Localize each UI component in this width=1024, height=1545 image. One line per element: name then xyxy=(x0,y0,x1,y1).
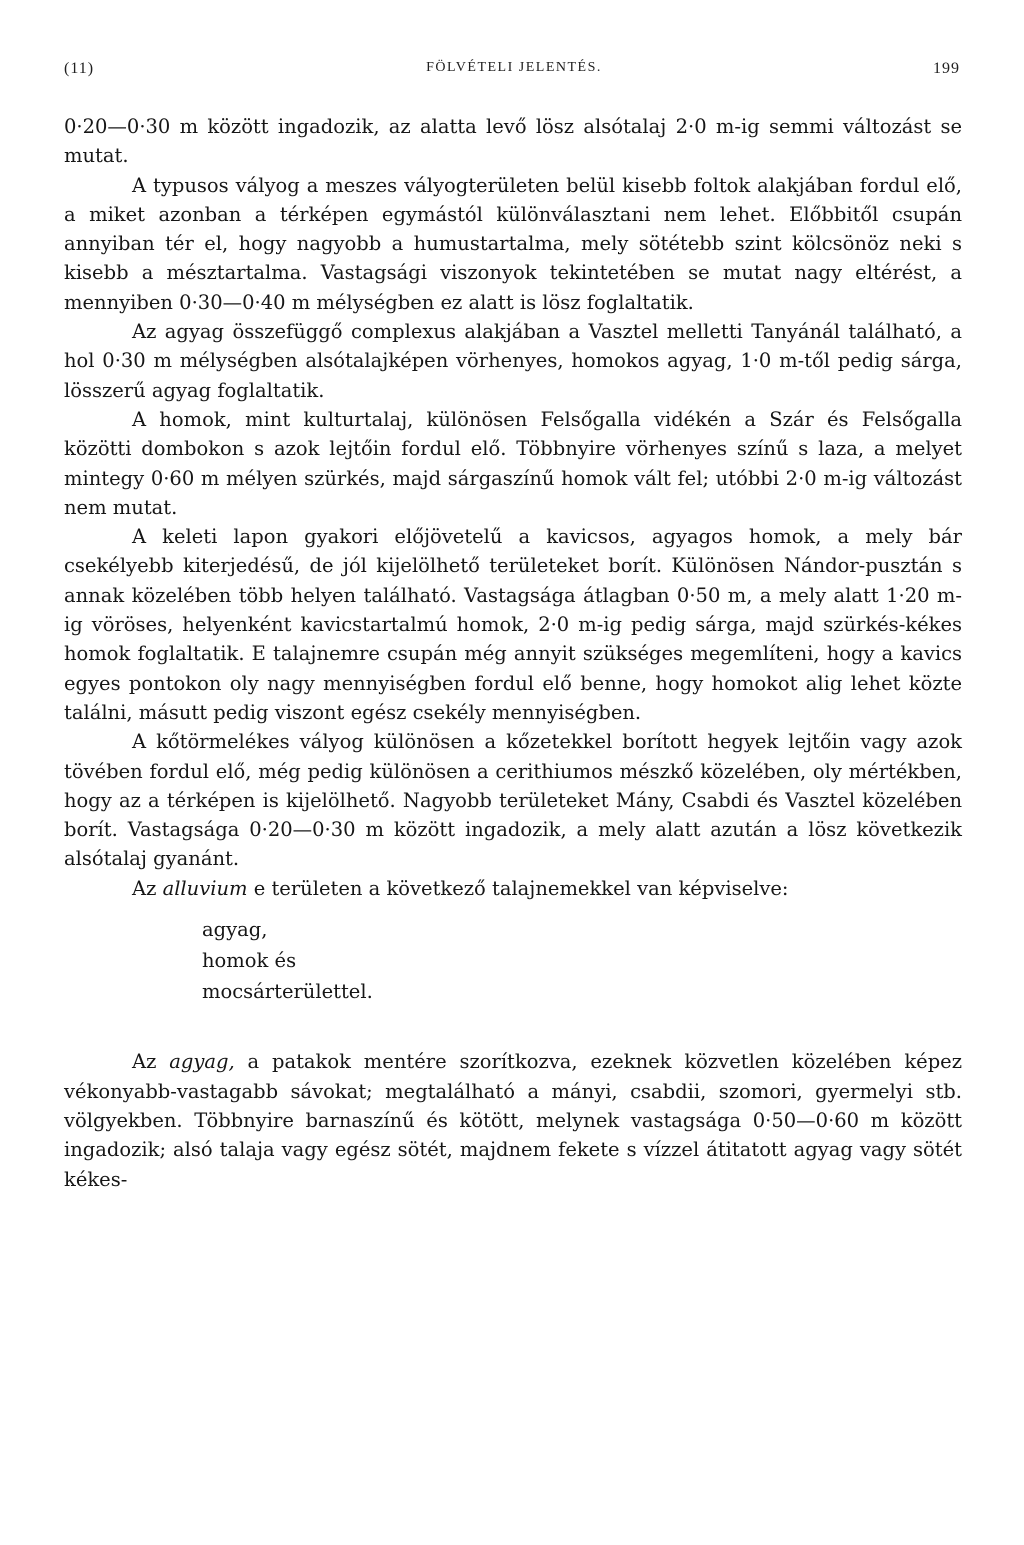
paragraph-continuation: 0·20—0·30 m között ingadozik, az alatta levő lösz alsótalaj 2·0 m-ig semmi változást se mutat. xyxy=(64,115,962,168)
page-number: 199 xyxy=(933,60,960,77)
body-text xyxy=(64,112,962,1194)
list-item: mocsárterülettel. xyxy=(202,979,373,1003)
running-title: FÖLVÉTELI JELENTÉS. xyxy=(426,60,602,75)
paragraph-kavicsos-homok: A keleti lapon gyakori előjövetelű a kavicsos, agyagos homok, a mely bár csekélyebb kiterjedésű, de jól kijelölhető területeket borít. Különösen Nándor-pusztán s annak közelében több helyen található. Vastagsága átlagban 0·50 m, a mely alatt 1·20 m-ig vöröses, helyenként kavicstartalmú homok, 2·0 m-ig pedig sárga, majd szürkés-kékes homok foglaltatik. E talajnemre csupán még annyit szükséges megemlíteni, hogy a kavics egyes pontokon oly nagy mennyiségben fordul elő benne, hogy homokot alig lehet közte találni, másutt pedig viszont egész csekély mennyiségben. xyxy=(64,525,962,724)
alluvium-prefix: Az xyxy=(132,876,163,900)
agyag-suffix: a patakok mentére szorítkozva, ezeknek közvetlen közelében képez vékonyabb-vastagabb sávokat; megtalálható a mányi, csabdii, szomori, gyermelyi stb. völgyekben. Többnyire barnaszínű és kötött, melynek vastagsága 0·50—0·60 m között ingadozik; alsó talaja vagy egész sötét, majdnem fekete s vízzel átitatott agyag vagy sötét kékes- xyxy=(64,1050,962,1191)
soil-type-list xyxy=(64,915,962,1007)
list-item: homok és xyxy=(202,948,297,972)
spacer xyxy=(64,1007,962,1047)
paragraph-alluvium-intro xyxy=(64,874,962,903)
running-head xyxy=(64,60,964,86)
alluvium-suffix: e területen a következő talajnemekkel van képviselve: xyxy=(247,876,789,900)
paragraph-vályog: A typusos vályog a meszes vályogterületen belül kisebb foltok alakjában fordul elő, a miket azonban a térképen egymástól különválasztani nem lehet. Előbbitől csupán annyiban tér el, hogy nagyobb a humustartalma, mely sötétebb szint kölcsönöz neki s kisebb a mésztartalma. Vastagsági viszonyok tekintetében se mutat nagy eltérést, a mennyiben 0·30—0·40 m mélységben ez alatt is lösz foglaltatik. xyxy=(64,173,962,314)
agyag-term: agyag, xyxy=(169,1050,235,1074)
paragraph-agyag-complexus: Az agyag összefüggő complexus alakjában a Vasztel melletti Tanyánál található, a hol 0·30 m mélységben alsótalajképen vörhenyes, homokos agyag, 1·0 m-től pedig sárga, lösszerű agyag foglaltatik. xyxy=(64,320,962,402)
paragraph-homok: A homok, mint kulturtalaj, különösen Felsőgalla vidékén a Szár és Felsőgalla közötti dombokon s azok lejtőin fordul elő. Többnyire vörhenyes színű s laza, a melyet mintegy 0·60 m mélyen szürkés, majd sárgaszínű homok vált fel; utóbbi 2·0 m-ig változást nem mutat. xyxy=(64,407,962,519)
agyag-prefix: Az xyxy=(132,1050,170,1074)
list-item: agyag, xyxy=(202,918,268,942)
paragraph-agyag xyxy=(64,1047,962,1193)
alluvium-term: alluvium xyxy=(162,876,248,900)
paragraph-kotormelekes-valyog: A kőtörmelékes vályog különösen a kőzetekkel borított hegyek lejtőin vagy azok tövében fordul elő, még pedig különösen a cerithiumos mészkő közelében, oly mértékben, hogy az a térképen is kijelölhető. Nagyobb területeket Mány, Csabdi és Vasztel közelében borít. Vastagsága 0·20—0·30 m között ingadozik, a mely alatt azután a lösz következik alsótalaj gyanánt. xyxy=(64,730,962,871)
section-number: (11) xyxy=(64,60,95,77)
